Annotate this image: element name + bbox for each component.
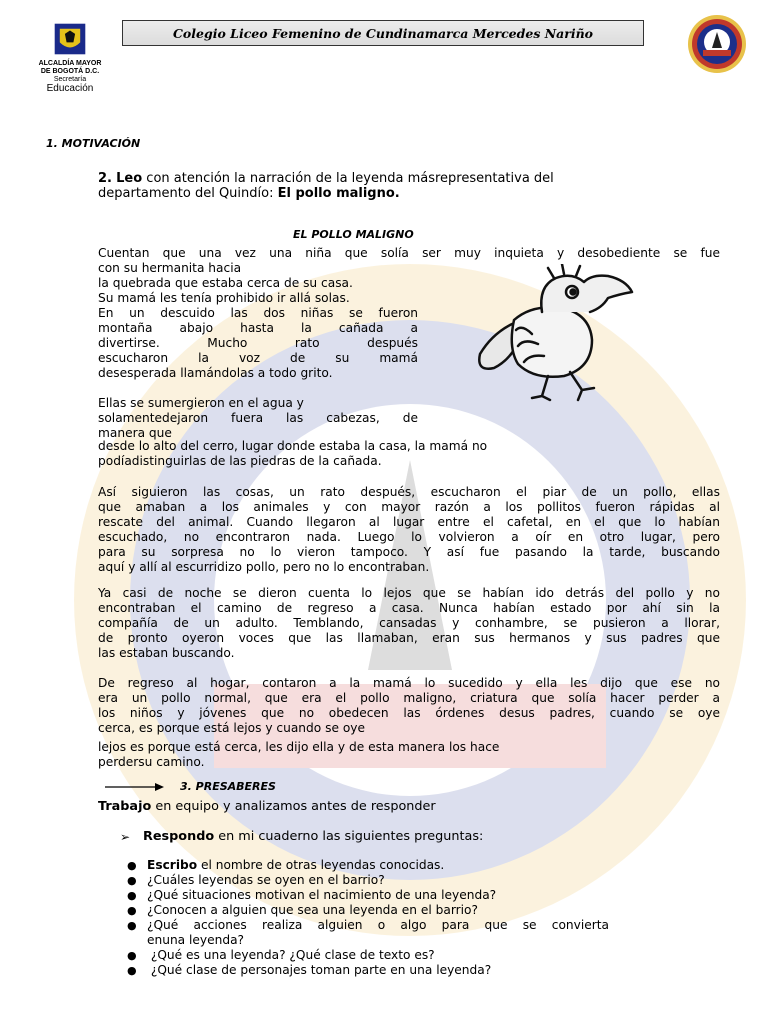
item-number: 2. bbox=[98, 171, 112, 186]
story-line: compañía de un adulto. Temblando, cansadas y conhambre, se pusieron a llorar, bbox=[98, 616, 720, 630]
question-text: ¿Qué situaciones motivan el nacimiento de una leyenda? bbox=[147, 888, 497, 902]
logo-line-4: Educación bbox=[46, 83, 94, 94]
school-emblem-icon bbox=[687, 14, 747, 74]
respondo-bold: Respondo bbox=[143, 829, 215, 844]
list-item bbox=[127, 963, 627, 978]
story-lines-full-b bbox=[98, 439, 658, 469]
story-line: solamentedejaron fuera las cabezas, de bbox=[98, 411, 418, 425]
round-bullet-icon: ● bbox=[127, 859, 137, 872]
question-text: ¿Qué acciones realiza alguien o algo para que se convierta bbox=[147, 918, 609, 932]
question-text: enuna leyenda? bbox=[147, 933, 245, 947]
list-item bbox=[127, 873, 627, 888]
story-line: divertirse. Mucho rato después bbox=[98, 336, 418, 350]
story-paragraph-6 bbox=[98, 740, 658, 770]
item-text-1: con atención la narración de la leyenda másrepresentativa del bbox=[142, 171, 554, 186]
respondo-text: en mi cuaderno las siguientes preguntas: bbox=[214, 829, 484, 844]
question-list bbox=[127, 858, 627, 978]
item-2-instruction bbox=[98, 171, 658, 201]
school-title: Colegio Liceo Femenino de Cundinamarca Mercedes Nariño bbox=[122, 20, 644, 46]
teamwork-bold: Trabajo bbox=[98, 799, 152, 814]
round-bullet-icon: ● bbox=[127, 964, 137, 977]
story-line: los niños y jóvenes que no obedecen las órdenes desus padres, cuando se oye bbox=[98, 706, 720, 720]
question-text: ¿Qué clase de personajes toman parte en una leyenda? bbox=[147, 963, 492, 977]
story-line: escucharon la voz de su mamá bbox=[98, 351, 418, 365]
story-line: escuchado, no encontraron nada. Luego lo volvieron a oír en otro lugar, pero bbox=[98, 530, 720, 544]
story-line: De regreso al hogar, contaron a la mamá lo sucedido y ella les dijo que ese no bbox=[98, 676, 720, 690]
question-text: ¿Cuáles leyendas se oyen en el barrio? bbox=[147, 873, 385, 887]
story-line: era un pollo normal, que era el pollo maligno, criatura que solía hacer perder a bbox=[98, 691, 720, 705]
item-text-2: departamento del Quindío: bbox=[98, 186, 278, 201]
story-line: lejos es porque está cerca, les dijo ella y de esta manera los hace bbox=[98, 740, 500, 754]
story-lines-left-b bbox=[98, 396, 418, 441]
story-line: aquí y allí al escurridizo pollo, pero no lo encontraban. bbox=[98, 560, 430, 574]
question-text: ¿Qué es una leyenda? ¿Qué clase de texto es? bbox=[147, 948, 435, 962]
story-line: desesperada llamándolas a todo grito. bbox=[98, 366, 333, 380]
evil-chicken-illustration bbox=[472, 264, 640, 404]
arrowhead-bullet-icon: ➢ bbox=[120, 830, 131, 844]
story-line: que amaban a los animales y con mayor razón a los pollitos fueron rápidas al bbox=[98, 500, 720, 514]
story-paragraph-5 bbox=[98, 676, 720, 736]
story-paragraph-3 bbox=[98, 485, 720, 575]
round-bullet-icon: ● bbox=[127, 904, 137, 917]
logo-line-3: Secretaría bbox=[53, 76, 87, 83]
list-item bbox=[127, 918, 627, 948]
story-line: encontraban el camino de regreso a casa. Nunca habían estado por ahí sin la bbox=[98, 601, 720, 615]
logo-line-1: ALCALDÍA MAYOR bbox=[38, 60, 102, 67]
round-bullet-icon: ● bbox=[127, 889, 137, 902]
story-line: desde lo alto del cerro, lugar donde estaba la casa, la mamá no bbox=[98, 439, 488, 453]
story-line: Su mamá les tenía prohibido ir allá solas. bbox=[98, 291, 350, 305]
list-item bbox=[127, 948, 627, 963]
question-bold: Escribo bbox=[147, 858, 198, 872]
story-line: para su sorpresa no lo vieron tampoco. Y así fue pasando la tarde, buscando bbox=[98, 545, 720, 559]
list-item bbox=[127, 888, 627, 903]
round-bullet-icon: ● bbox=[127, 919, 137, 932]
story-paragraph-4 bbox=[98, 586, 720, 661]
story-line: Cuentan que una vez una niña que solía ser muy inquieta y desobediente se fue bbox=[98, 246, 720, 260]
round-bullet-icon: ● bbox=[127, 949, 137, 962]
question-text: el nombre de otras leyendas conocidas. bbox=[197, 858, 445, 872]
question-text: ¿Conocen a alguien que sea una leyenda en el barrio? bbox=[147, 903, 478, 917]
right-arrow-icon bbox=[105, 782, 165, 792]
respondo-instruction bbox=[143, 829, 663, 844]
story-line: Así siguieron las cosas, un rato después, escucharon el piar de un pollo, ellas bbox=[98, 485, 720, 499]
story-line: cerca, es porque está lejos y cuando se oye bbox=[98, 721, 365, 735]
logo-line-2: DE BOGOTÁ D.C. bbox=[40, 68, 100, 75]
teamwork-instruction bbox=[98, 799, 658, 814]
bogota-logo bbox=[30, 22, 110, 94]
story-line: Ya casi de noche se dieron cuenta lo lejos que se habían ido detrás del pollo y no bbox=[98, 586, 720, 600]
story-line: la quebrada que estaba cerca de su casa. bbox=[98, 276, 353, 290]
list-item bbox=[127, 903, 627, 918]
story-title: EL POLLO MALIGNO bbox=[293, 228, 414, 241]
story-name: El pollo maligno. bbox=[277, 186, 400, 201]
story-lines-left-a bbox=[98, 276, 418, 381]
story-line: podíadistinguirlas de las piedras de la cañada. bbox=[98, 454, 382, 468]
story-line: perdersu camino. bbox=[98, 755, 205, 769]
story-line: En un descuido las dos niñas se fueron bbox=[98, 306, 418, 320]
story-line: manera que bbox=[98, 426, 172, 440]
item-bold-word: Leo bbox=[116, 171, 143, 186]
story-line: Ellas se sumergieron en el agua y bbox=[98, 396, 304, 410]
story-line: de pronto oyeron voces que las llamaban, eran sus hermanos y sus padres que bbox=[98, 631, 720, 645]
bogota-shield-icon bbox=[53, 22, 87, 56]
round-bullet-icon: ● bbox=[127, 874, 137, 887]
story-line: las estaban buscando. bbox=[98, 646, 235, 660]
list-item bbox=[127, 858, 627, 873]
story-line: montaña abajo hasta la cañada a bbox=[98, 321, 418, 335]
story-line: con su hermanita hacia bbox=[98, 261, 242, 275]
section-title-motivacion: 1. MOTIVACIÓN bbox=[46, 137, 141, 150]
story-line: rescate del animal. Cuando llegaron al lugar entre el cafetal, en el que lo habían bbox=[98, 515, 720, 529]
teamwork-text: en equipo y analizamos antes de responder bbox=[151, 799, 436, 814]
section-title-presaberes: 3. PRESABERES bbox=[180, 780, 276, 793]
